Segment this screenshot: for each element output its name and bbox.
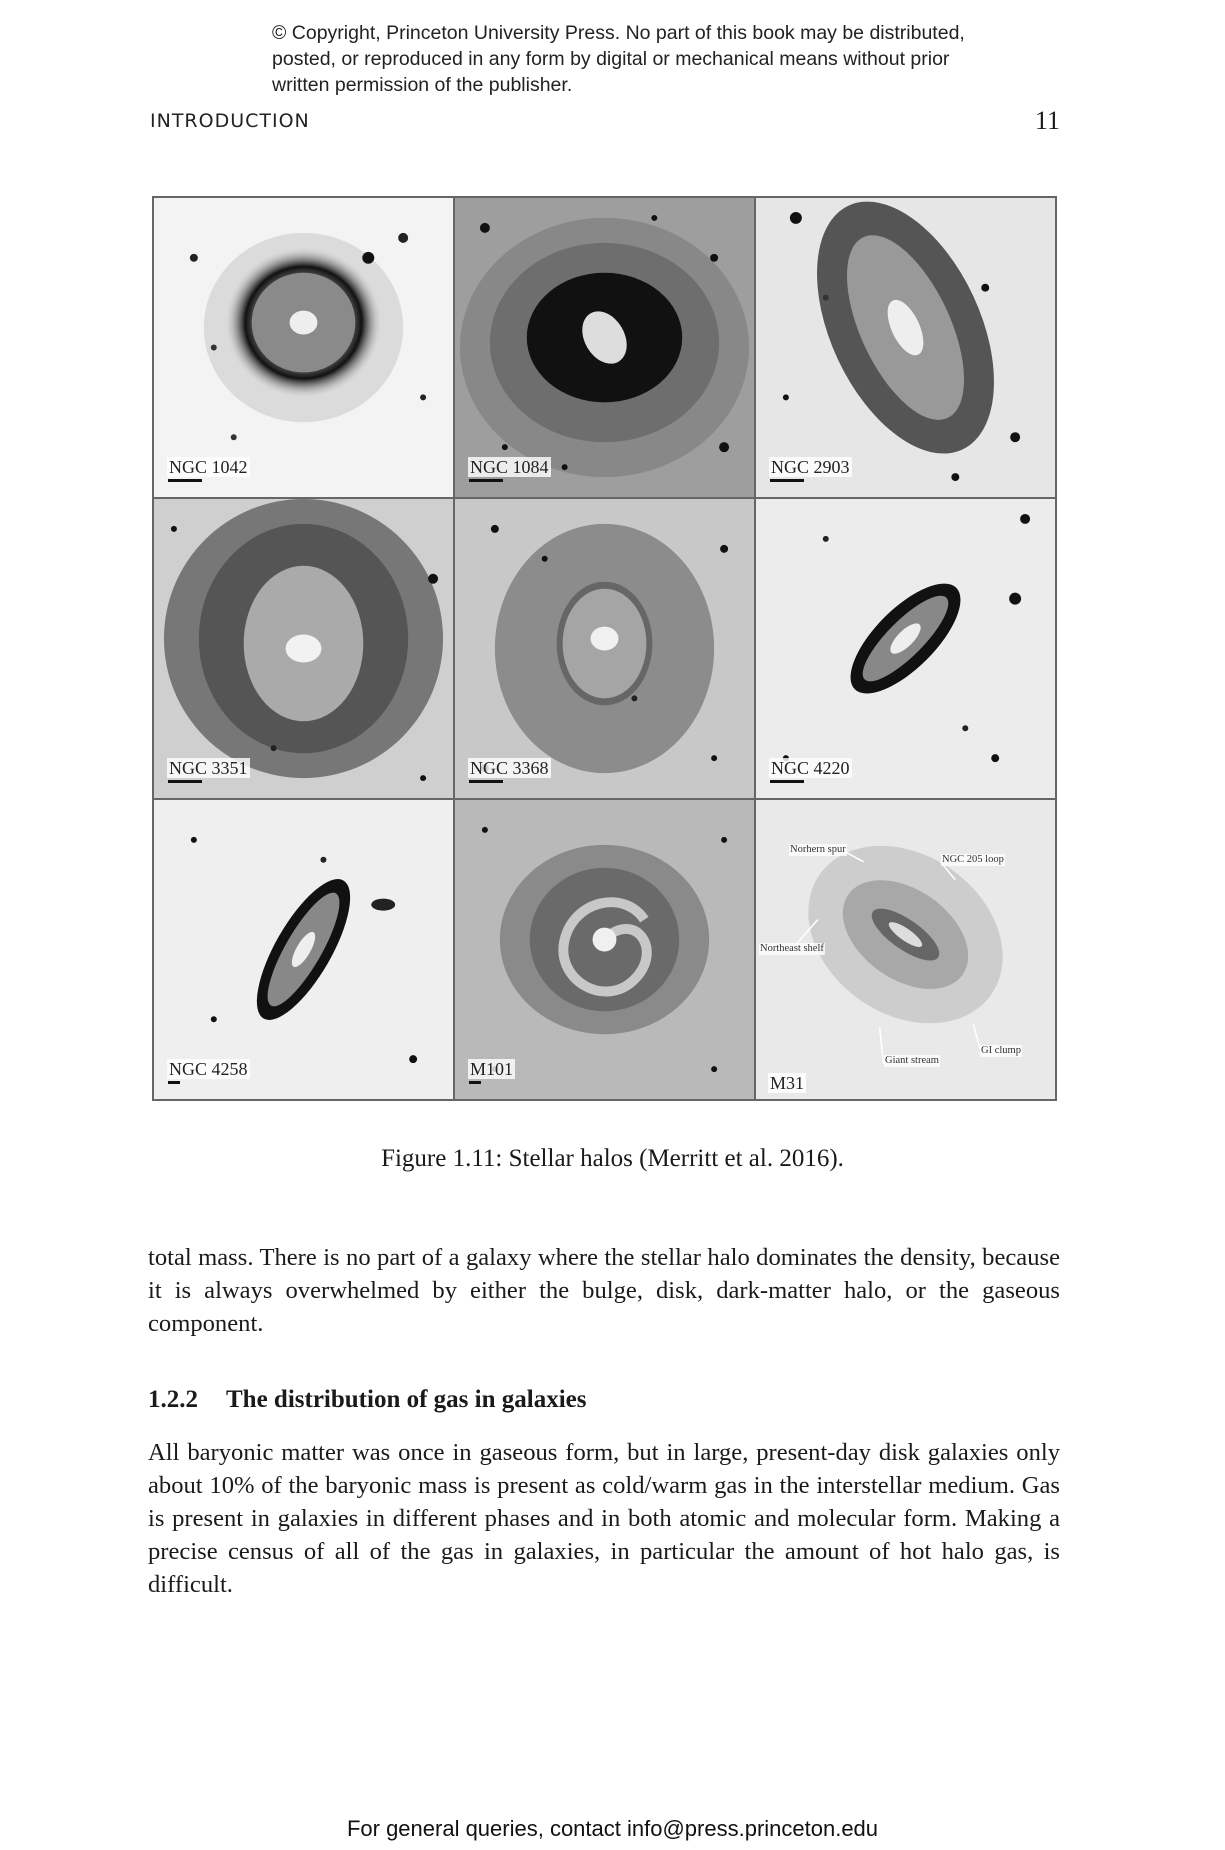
- scale-bar: [770, 479, 804, 482]
- panel-label: NGC 4220: [771, 758, 850, 778]
- galaxy-panel-ngc-2903: [756, 198, 1055, 497]
- annotation-gi-clump: GI clump: [981, 1045, 1021, 1056]
- annotation-giant-stream: Giant stream: [885, 1055, 939, 1066]
- panel-label: NGC 3351: [169, 758, 248, 778]
- galaxy-panel-ngc-3368: [455, 499, 754, 798]
- stellar-halo-figure: [152, 196, 1057, 1101]
- galaxy-image: [756, 198, 1055, 497]
- annotation-northeast-shelf: Northeast shelf: [760, 943, 824, 954]
- footer-contact: For general queries, contact info@press.princeton.edu: [346, 1816, 879, 1841]
- panel-label: NGC 1084: [470, 457, 549, 477]
- section-heading: [148, 1386, 586, 1414]
- panel-label: NGC 1042: [169, 457, 248, 477]
- scale-bar: [469, 1081, 481, 1084]
- section-title: The distribution of gas in galaxies: [226, 1386, 587, 1413]
- body-paragraph-1: total mass. There is no part of a galaxy where the stellar halo dominates the density, because it is always overwhelmed by either the bulge, disk, dark-matter halo, or the gaseous component.: [148, 1244, 1060, 1337]
- copyright-notice: © Copyright, Princeton University Press. No part of this book may be distributed, posted, or reproduced in any form by digital or mechanical means without prior written permission of the publisher.: [272, 22, 965, 96]
- scale-bar: [469, 780, 503, 783]
- scale-bar: [168, 780, 202, 783]
- panel-label: M31: [770, 1073, 805, 1093]
- annotation-northern-spur: Norhern spur: [790, 844, 846, 855]
- panel-label: NGC 4258: [169, 1059, 248, 1079]
- panel-label: NGC 2903: [771, 457, 850, 477]
- scale-bar: [168, 479, 202, 482]
- running-head: INTRODUCTION: [150, 110, 310, 132]
- section-number: 1.2.2: [148, 1386, 198, 1413]
- galaxy-image: [154, 499, 453, 798]
- galaxy-image: [756, 499, 1055, 798]
- galaxy-panel-ngc-1042: [154, 198, 453, 497]
- scale-bar: [469, 479, 503, 482]
- panel-label: M101: [470, 1059, 514, 1079]
- panel-label: NGC 3368: [470, 758, 549, 778]
- scale-bar: [770, 780, 804, 783]
- galaxy-image: [455, 499, 754, 798]
- galaxy-image: [455, 800, 754, 1099]
- annotation-ngc205-loop: NGC 205 loop: [942, 854, 1004, 865]
- page-number: 11: [1034, 106, 1060, 135]
- galaxy-panel-m31: [756, 800, 1055, 1099]
- scale-bar: [168, 1081, 180, 1084]
- galaxy-panel-ngc-4220: [756, 499, 1055, 798]
- galaxy-panel-m101: [455, 800, 754, 1099]
- galaxy-panel-ngc-1084: [455, 198, 754, 497]
- body-paragraph-2: All baryonic matter was once in gaseous form, but in large, present-day disk galaxies only about 10% of the baryonic mass is present as cold/warm gas in the interstellar medium. Gas is present in galaxies in different phases and in both atomic and molecular form. Making a precise census of all of the gas in galaxies, in particular the amount of hot halo gas, is difficult.: [148, 1439, 1060, 1598]
- galaxy-image: [154, 198, 453, 497]
- galaxy-panel-ngc-4258: [154, 800, 453, 1099]
- figure-caption: Figure 1.11: Stellar halos (Merritt et al. 2016).: [381, 1145, 844, 1172]
- galaxy-panel-ngc-3351: [154, 499, 453, 798]
- galaxy-image: [154, 800, 453, 1099]
- galaxy-image: [455, 198, 754, 497]
